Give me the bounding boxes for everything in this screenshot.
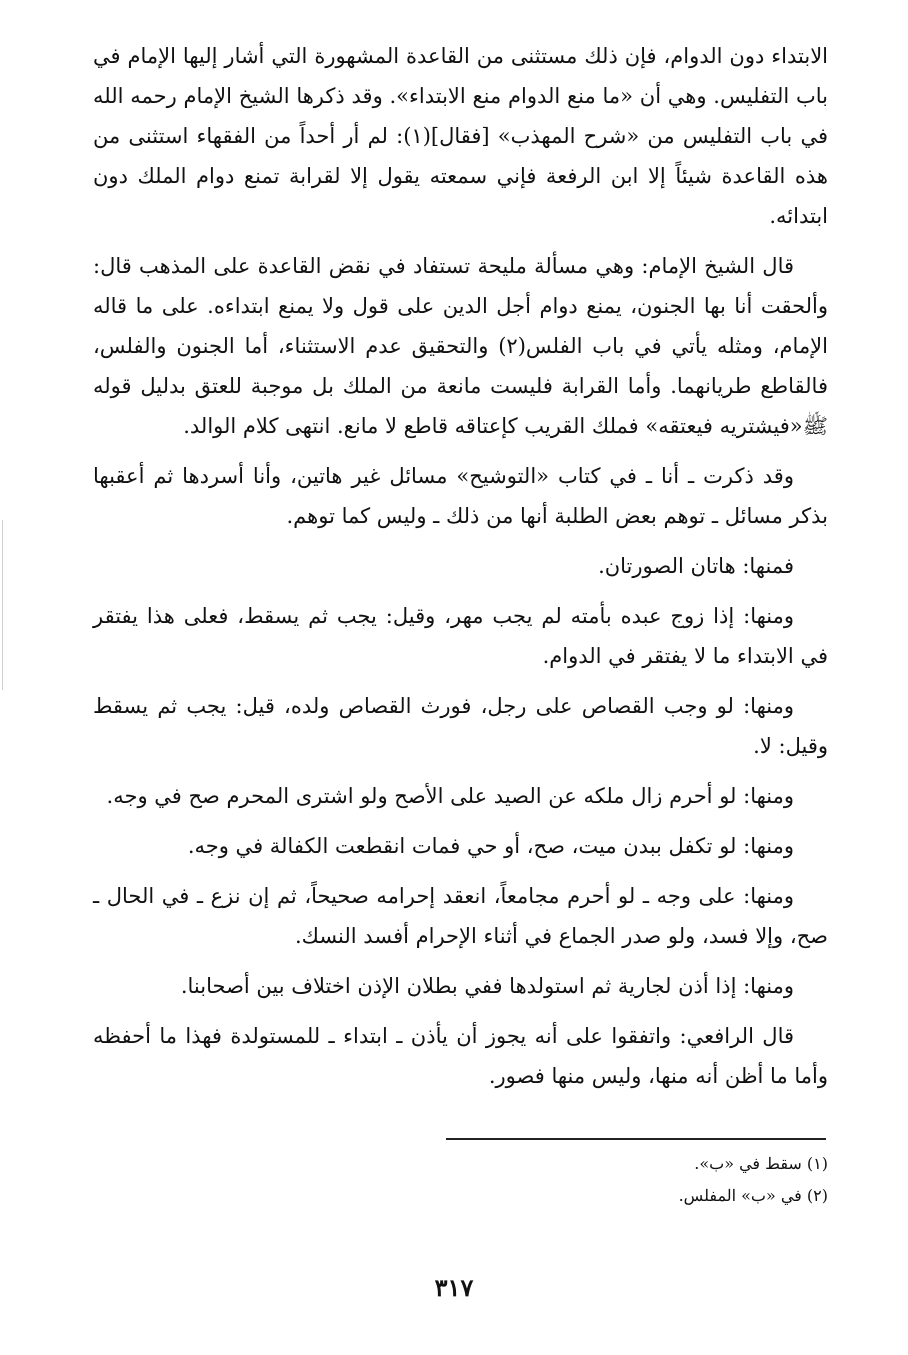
footnote: (١) سقط في «ب». [694,1154,828,1173]
scan-edge-line [2,520,3,690]
footnote-divider [446,1138,826,1140]
paragraph: قال الرافعي: واتفقوا على أنه يجوز أن يأذن ـ ابتداء ـ للمستولدة فهذا ما أحفظه وأما ما أظن أنه منها، وليس منها فصور. [93,1024,828,1088]
footnotes [93,1148,828,1212]
page-number: ٣١٧ [434,1273,474,1302]
paragraph: ومنها: على وجه ـ لو أحرم مجامعاً، انعقد إحرامه صحيحاً، ثم إن نزع ـ في الحال ـ صح، وإلا فسد، ولو صدر الجماع في أثناء الإحرام أفسد النسك. [93,884,828,948]
footnote: (٢) في «ب» المفلس. [678,1186,828,1205]
paragraph: فمنها: هاتان الصورتان. [598,554,794,578]
paragraph: قال الشيخ الإمام: وهي مسألة مليحة تستفاد في نقض القاعدة على المذهب قال: وألحقت أنا بها الجنون، يمنع دوام أجل الدين على قول ولا يمنع ابتداءه. على ما قاله الإمام، ومثله يأتي في باب الفلس(٢) والتحقيق عدم الاستثناء، أما الجنون والفلس، فالقاطع طريانهما. وأما القرابة فليست مانعة من الملك بل موجبة للعتق بدليل قوله ﷺ«فيشتريه فيعتقه» فملك القريب كإعتاقه قاطع لا مانع. انتهى كلام الوالد. [93,254,828,438]
paragraph: ومنها: إذا أذن لجارية ثم استولدها ففي بطلان الإذن اختلاف بين أصحابنا. [180,974,794,998]
paragraph: ومنها: لو أحرم زال ملكه عن الصيد على الأصح ولو اشترى المحرم صح في وجه. [106,784,794,808]
paragraph: الابتداء دون الدوام، فإن ذلك مستثنى من القاعدة المشهورة التي أشار إليها الإمام في باب التفليس. وهي أن «ما منع الدوام منع الابتداء». وقد ذكرها الشيخ الإمام رحمه الله في باب التفليس من «شرح المهذب» [فقال](١): لم أر أحداً من الفقهاء استثنى من هذه القاعدة شيئاً إلا ابن الرفعة فإني سمعته يقول إلا لقرابة تمنع دوام الملك دون ابتدائه. [93,44,828,228]
paragraph: ومنها: إذا زوج عبده بأمته لم يجب مهر، وقيل: يجب ثم يسقط، فعلى هذا يفتقر في الابتداء ما لا يفتقر في الدوام. [93,604,828,668]
paragraph: ومنها: لو وجب القصاص على رجل، فورث القصاص ولده، قيل: يجب ثم يسقط وقيل: لا. [93,694,828,758]
main-text [93,36,828,1096]
paragraph: ومنها: لو تكفل ببدن ميت، صح، أو حي فمات انقطعت الكفالة في وجه. [187,834,794,858]
paragraph: وقد ذكرت ـ أنا ـ في كتاب «التوشيح» مسائل غير هاتين، وأنا أسردها ثم أعقبها بذكر مسائل ـ توهم بعض الطلبة أنها من ذلك ـ وليس كما توهم. [93,464,828,528]
